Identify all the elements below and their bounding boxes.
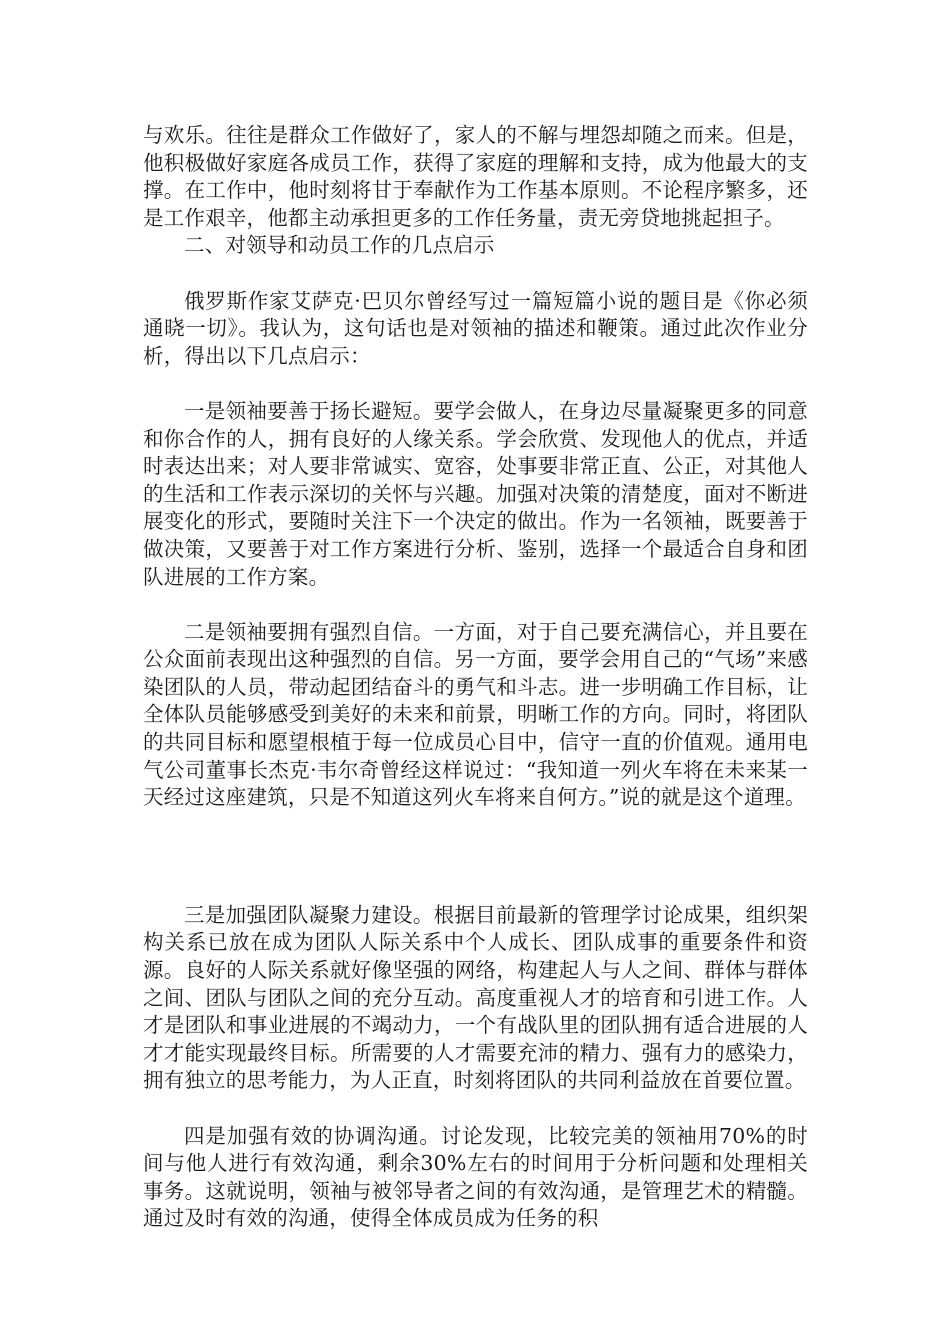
paragraph-continuation: 与欢乐。往往是群众工作做好了，家人的不解与埋怨却随之而来。但是，他积极做好家庭各成员工作，获得了家庭的理解和支持，成为他最大的支撑。在工作中，他时刻将甘于奉献作为工作基本原则。不论程序繁多，还是工作艰辛，他都主动承担更多的工作任务量，责无旁贷地挑起担子。 (143, 123, 808, 230)
paragraph-intro: 俄罗斯作家艾萨克·巴贝尔曾经写过一篇短篇小说的题目是《你必须通晓一切》。我认为，这句话也是对领袖的描述和鞭策。通过此次作业分析，得出以下几点启示： (143, 288, 808, 368)
paragraph-point-4: 四是加强有效的协调沟通。讨论发现，比较完美的领袖用70%的时间与他人进行有效沟通，剩余30%左右的时间用于分析问题和处理相关事务。这就说明，领袖与被邻导者之间的有效沟通，是管理艺术的精髓。通过及时有效的沟通，使得全体成员成为任务的积 (143, 1123, 808, 1231)
paragraph-point-1: 一是领袖要善于扬长避短。要学会做人，在身边尽量凝聚更多的同意和你合作的人，拥有良好的人缘关系。学会欣赏、发现他人的优点，并适时表达出来；对人要非常诚实、宽容，处事要非常正直、公正，对其他人的生活和工作表示深切的关怀与兴趣。加强对决策的清楚度，面对不断进展变化的形式，要随时关注下一个决定的做出。作为一名领袖，既要善于做决策，又要善于对工作方案进行分析、鉴别，选择一个最适合自身和团队进展的工作方案。 (143, 398, 808, 589)
paragraph-point-2: 二是领袖要拥有强烈自信。一方面，对于自己要充满信心，并且要在公众面前表现出这种强烈的自信。另一方面，要学会用自己的“气场”来感染团队的人员，带动起团结奋斗的勇气和斗志。进一步明确工作目标，让全体队员能够感受到美好的未来和前景，明晰工作的方向。同时，将团队的共同目标和愿望根植于每一位成员心目中，信守一直的价值观。通用电气公司董事长杰克·韦尔奇曾经这样说过：“我知道一列火车将在未来某一天经过这座建筑，只是不知道这列火车将来自何方。”说的就是这个道理。 (143, 619, 808, 810)
paragraph-point-3: 三是加强团队凝聚力建设。根据目前最新的管理学讨论成果，组织架构关系已放在成为团队人际关系中个人成长、团队成事的重要条件和资源。良好的人际关系就好像坚强的网络，构建起人与人之间、群体与群体之间、团队与团队之间的充分互动。高度重视人才的培育和引进工作。人才是团队和事业进展的不竭动力，一个有战队里的团队拥有适合进展的人才才能实现最终目标。所需要的人才需要充沛的精力、强有力的感染力，拥有独立的思考能力，为人正直，时刻将团队的共同利益放在首要位置。 (143, 902, 808, 1093)
document-page (143, 122, 808, 1233)
section-heading: 二、对领导和动员工作的几点启示 (184, 233, 495, 258)
